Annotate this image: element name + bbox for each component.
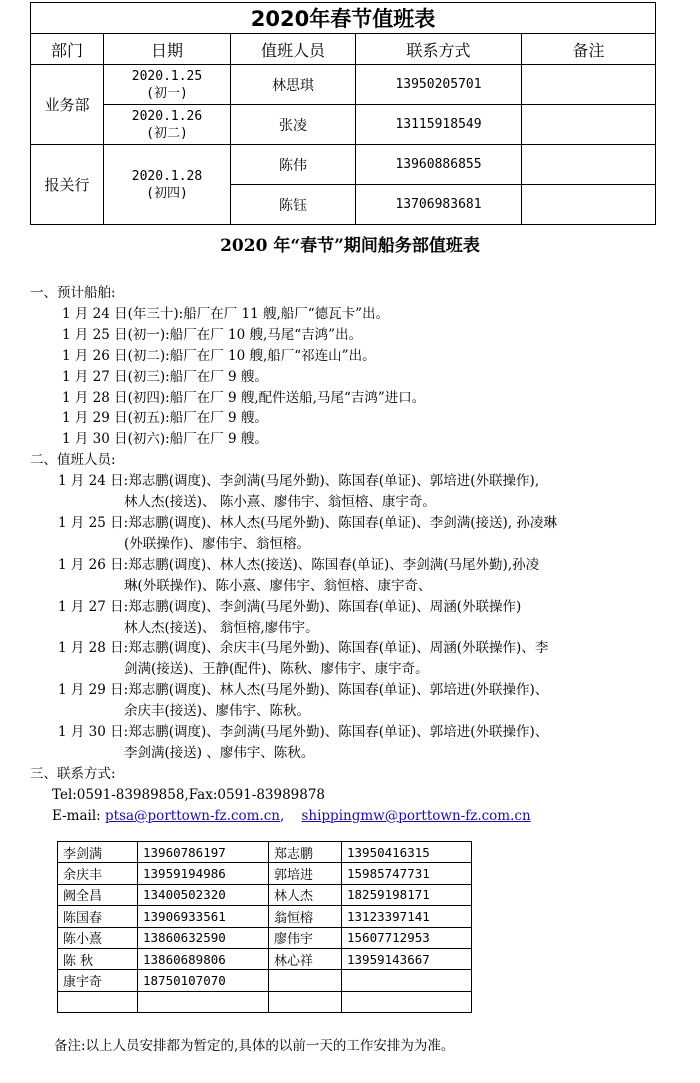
date-lunar: (初四)	[146, 185, 188, 201]
contact-name: 林人杰	[269, 884, 342, 905]
duty-line: 1 月 28 日:郑志鹏(调度)、余庆丰(马尾外勤)、陈国春(单证)、周涵(外联操作)、李	[58, 640, 549, 657]
contact-name: 余庆丰	[58, 863, 138, 884]
date-line: 2020.1.25	[131, 68, 203, 84]
date-cell	[104, 105, 231, 145]
duty-line-cont: (外联操作)、廖伟宇、翁恒榕。	[124, 535, 311, 552]
email-label: E-mail:	[52, 807, 101, 824]
staff-cell: 陈钰	[231, 185, 356, 225]
header-date: 日期	[104, 34, 231, 65]
duty-line-cont: 李剑满(接送) 、廖伟宇、陈秋。	[124, 744, 315, 761]
contact-phone: 13906933561	[138, 906, 269, 927]
duty-line: 1 月 30 日:郑志鹏(调度)、李剑满(马尾外勤)、陈国春(单证)、郭培进(外联操作)、	[58, 724, 549, 741]
ship-line: 1 月 27 日(初三):船厂在厂 9 艘。	[62, 368, 268, 385]
contact-row	[58, 884, 472, 905]
section-heading-duty: 二、值班人员:	[30, 452, 116, 469]
contact-name: 李剑满	[58, 842, 138, 863]
ship-line: 1 月 26 日(初二):船厂在厂 10 艘,船厂“祁连山”出。	[62, 347, 376, 364]
contact-name: 康宇奇	[58, 970, 138, 991]
contact-name: 郑志鹏	[269, 842, 342, 863]
remark-cell	[522, 185, 656, 225]
duty-line-cont: 余庆丰(接送)、廖伟宇、陈秋。	[124, 703, 311, 720]
contact-phone: 13959143667	[342, 948, 472, 969]
dept-cell: 业务部	[31, 65, 104, 145]
dept-cell: 报关行	[31, 145, 104, 225]
header-dept: 部门	[31, 34, 104, 65]
contact-phone	[138, 991, 269, 1012]
duty-line: 1 月 27 日:郑志鹏(调度)、李剑满(马尾外勤)、陈国春(单证)、周涵(外联操作)	[58, 598, 522, 615]
phone-cell: 13706983681	[356, 185, 522, 225]
contact-phone: 15985747731	[342, 863, 472, 884]
contact-name: 廖伟宇	[269, 927, 342, 948]
header-staff: 值班人员	[231, 34, 356, 65]
contact-row	[58, 927, 472, 948]
staff-cell: 陈伟	[231, 145, 356, 185]
contact-row	[58, 842, 472, 863]
duty-line-cont: 剑满(接送)、王静(配件)、陈秋、廖伟宇、康宇奇。	[124, 661, 429, 678]
ship-line: 1 月 25 日(初一):船厂在厂 10 艘,马尾“吉鸿”出。	[62, 326, 363, 343]
email-separator: ,	[280, 807, 285, 824]
ship-line: 1 月 28 日(初四):船厂在厂 9 艘,配件送船,马尾“吉鸿”进口。	[62, 389, 426, 406]
contact-name: 陈小熹	[58, 927, 138, 948]
contact-row	[58, 906, 472, 927]
staff-cell: 林思琪	[231, 65, 356, 105]
date-cell	[104, 145, 231, 225]
phone-cell: 13115918549	[356, 105, 522, 145]
contact-phone: 13860632590	[138, 927, 269, 948]
email-link-ptsa[interactable]: ptsa@porttown-fz.com.cn	[105, 807, 280, 824]
contact-name: 郭培进	[269, 863, 342, 884]
contact-row	[58, 970, 472, 991]
duty-line: 1 月 24 日:郑志鹏(调度)、李剑满(马尾外勤)、陈国春(单证)、郭培进(外联操作),	[58, 473, 540, 490]
section-heading-ships: 一、预计船舶:	[30, 285, 116, 301]
contact-name	[58, 991, 138, 1012]
contact-row	[58, 863, 472, 884]
duty-line-cont: 林人杰(接送)、 翁恒榕,廖伟宇。	[124, 619, 319, 636]
header-remark: 备注	[522, 34, 656, 65]
contact-name: 陈 秋	[58, 948, 138, 969]
date-lunar: (初一)	[146, 85, 188, 101]
contact-name: 翁恒榕	[269, 906, 342, 927]
contact-phone	[342, 970, 472, 991]
ship-line: 1 月 30 日(初六):船厂在厂 9 艘。	[62, 431, 268, 448]
header-contact: 联系方式	[356, 34, 522, 65]
phone-cell: 13960886855	[356, 145, 522, 185]
contact-name: 阙全昌	[58, 884, 138, 905]
remark-cell	[522, 105, 656, 145]
email-link-shippingmw[interactable]: shippingmw@porttown-fz.com.cn	[301, 807, 531, 824]
contact-name: 林心祥	[269, 948, 342, 969]
date-line: 2020.1.28	[131, 168, 203, 184]
footnote: 备注:以上人员安排都为暂定的,具体的以前一天的工作安排为为准。	[54, 1038, 455, 1054]
duty-line-cont: 林人杰(接送)、 陈小熹、廖伟宇、翁恒榕、康宇奇。	[124, 494, 436, 511]
spring-festival-duty-table	[30, 2, 655, 225]
duty-line-cont: 琳(外联操作)、陈小熹、廖伟宇、翁恒榕、康宇奇、	[124, 577, 432, 594]
contact-name	[269, 991, 342, 1012]
contact-name	[269, 970, 342, 991]
duty-line: 1 月 25 日:郑志鹏(调度)、林人杰(马尾外勤)、陈国春(单证)、李剑满(接送), 孙凌琳	[58, 514, 557, 531]
contact-phone: 13400502320	[138, 884, 269, 905]
contact-phone: 18750107070	[138, 970, 269, 991]
phone-cell: 13950205701	[356, 65, 522, 105]
contact-phone-table	[57, 841, 472, 1013]
staff-cell: 张凌	[231, 105, 356, 145]
date-cell	[104, 65, 231, 105]
contact-phone: 13123397141	[342, 906, 472, 927]
contact-phone: 13860689806	[138, 948, 269, 969]
contact-row	[58, 948, 472, 969]
duty-table-title: 2020年春节值班表	[31, 3, 656, 34]
ship-line: 1 月 24 日(年三十):船厂在厂 11 艘,船厂“德瓦卡”出。	[62, 305, 390, 322]
duty-line: 1 月 29 日:郑志鹏(调度)、林人杰(马尾外勤)、陈国春(单证)、郭培进(外联操作)、	[58, 682, 549, 699]
table-row	[31, 105, 656, 145]
shipping-duty-title: 2020 年“春节”期间船务部值班表	[220, 236, 480, 256]
ship-line: 1 月 29 日(初五):船厂在厂 9 艘。	[62, 410, 268, 427]
contact-phone	[342, 991, 472, 1012]
contact-row	[58, 991, 472, 1012]
contact-phone: 18259198171	[342, 884, 472, 905]
remark-cell	[522, 65, 656, 105]
contact-phone: 13950416315	[342, 842, 472, 863]
contact-phone: 13959194986	[138, 863, 269, 884]
duty-line: 1 月 26 日:郑志鹏(调度)、林人杰(接送)、陈国春(单证)、李剑满(马尾外勤),孙凌	[58, 556, 540, 573]
contact-phone: 15607712953	[342, 927, 472, 948]
tel-fax-line: Tel:0591-83989858,Fax:0591-83989878	[52, 786, 326, 803]
date-lunar: (初二)	[146, 125, 188, 141]
remark-cell	[522, 145, 656, 185]
section-heading-contact: 三、联系方式:	[30, 765, 116, 782]
table-row	[31, 145, 656, 185]
contact-phone: 13960786197	[138, 842, 269, 863]
email-line	[30, 806, 680, 827]
document-body	[30, 283, 680, 827]
contact-name: 陈国春	[58, 906, 138, 927]
date-line: 2020.1.26	[131, 108, 203, 124]
table-row	[31, 65, 656, 105]
